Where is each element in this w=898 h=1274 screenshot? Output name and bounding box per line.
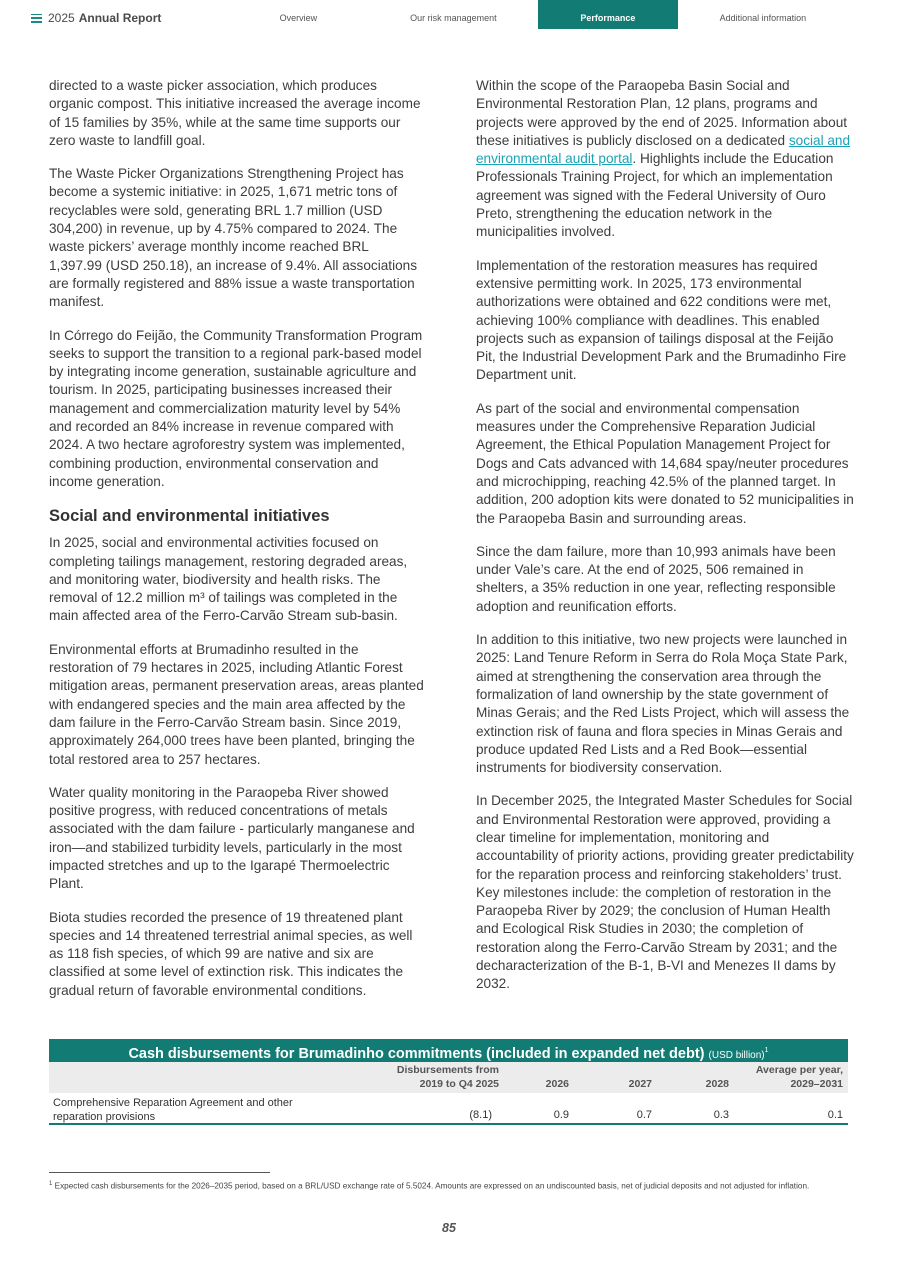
tab-overview[interactable]: Overview <box>279 13 318 23</box>
table-cell: (8.1) <box>469 1109 492 1121</box>
table-unit: (USD billion) <box>708 1049 765 1061</box>
column-header: 2028 <box>705 1078 729 1090</box>
table-title <box>49 1039 848 1062</box>
paragraph: In 2025, social and environmental activities focused on completing tailings management, restoring degraded areas, and monitoring water, biodiversity and health risks. The removal of 12.2 million m³ of tailings was completed in the main affected area of the Ferro-Carvão Stream sub-basin. <box>49 535 408 624</box>
page-number: 85 <box>442 1221 456 1235</box>
report-title: Annual Report <box>78 11 162 25</box>
paragraph-text: . Highlights include the Education Professionals Training Project, for which an implementation agreement was signed with the Federal University of Ouro Preto, strengthening the education network in the municipalities involved. <box>476 151 834 240</box>
column-header-line: 2019 to Q4 2025 <box>419 1078 499 1090</box>
footnote <box>49 1180 848 1191</box>
tab-additional-information[interactable]: Additional information <box>719 13 807 23</box>
column-header <box>729 1063 843 1091</box>
table-row <box>49 1093 848 1125</box>
footnote-text: Expected cash disbursements for the 2026–2035 period, based on a BRL/USD exchange rate of 5.5024. Amounts are expressed on an undiscounted basis, net of judicial deposits and not adjusted for inflation. <box>54 1181 810 1191</box>
paragraph: Since the dam failure, more than 10,993 animals have been under Vale’s care. At the end of 2025, 506 remained in shelters, a 35% reduction in one year, reflecting responsible adoption and reunification efforts. <box>476 543 836 614</box>
menu-icon[interactable] <box>31 14 42 23</box>
column-header: 2026 <box>545 1078 569 1090</box>
report-year: 2025 <box>48 11 75 25</box>
report-brand[interactable] <box>31 11 161 25</box>
paragraph-text: Within the scope of the Paraopeba Basin Social and Environmental Restoration Plan, 12 plans, programs and projects were approved by the end of 2025. Information about these initiatives is publicly disclosed on a dedicated <box>476 78 848 148</box>
column-header <box>356 1063 499 1091</box>
paragraph: Environmental efforts at Brumadinho resulted in the restoration of 79 hectares in 2025, including Atlantic Forest mitigation areas, permanent preservation areas, areas planted with endangered species and the main area affected by the dam failure in the Ferro-Carvão Stream basin. Since 2019, approximately 264,000 trees have been planted, bringing the total restored area to 257 hectares. <box>49 641 424 767</box>
paragraph: The Waste Picker Organizations Strengthening Project has become a systemic initiative: in 2025, 1,671 metric tons of recyclables were sold, generating BRL 1.7 million (USD 304,200) in revenue, up by 4.75% compared to 2024. The waste pickers’ average monthly income reached BRL 1,397.99 (USD 250.18), an increase of 9.4%. All associations are formally registered and 88% issue a waste transportation manifest. <box>49 166 417 310</box>
paragraph: In Córrego do Feijão, the Community Transformation Program seeks to support the transition to a regional park-based model by integrating income generation, sustainable agriculture and tourism. In 2025, participating businesses increased their management and commercialization maturity level by 54% and recorded an 84% increase in revenue compared with 2024. A two hectare agroforestry system was implemented, combining production, environmental conservation and income generation. <box>49 327 423 489</box>
audit-portal-link[interactable]: social and environmental audit portal <box>476 132 851 167</box>
paragraph <box>476 77 854 242</box>
table-title-text: Cash disbursements for Brumadinho commitments (included in expanded net debt) <box>128 1045 705 1062</box>
paragraph: In addition to this initiative, two new projects were launched in 2025: Land Tenure Reform in Serra do Rola Moça State Park, aimed at strengthening the conservation area through the formalization of land ownership by the state government of Minas Gerais; and the Red Lists Project, which will assess the extinction risk of fauna and flora species in Minas Gerais and produce updated Red Lists and a Red Book—essential instruments for biodiversity conservation. <box>476 632 850 776</box>
column-header-line: Average per year, <box>755 1064 843 1076</box>
right-column <box>476 77 854 1009</box>
table-cell: 0.9 <box>553 1109 569 1121</box>
top-navigation <box>0 0 898 30</box>
paragraph: Biota studies recorded the presence of 19 threatened plant species and 14 threatened terrestrial animal species, as well as 118 fish species, of which 99 are native and six are classified at some level of extinction risk. This indicates the gradual return of favorable environmental conditions. <box>49 909 413 998</box>
left-column <box>49 77 425 1015</box>
paragraph: In December 2025, the Integrated Master Schedules for Social and Environmental Restoration were approved, providing a clear timeline for implementation, monitoring and accountability of priority actions, providing greater predictability for the reparation process and reinforcing stakeholders’ trust. Key milestones include: the completion of restoration in the Paraopeba River by 2029; the conclusion of Human Health and Ecological Risk Studies in 2030; the completion of restoration along the Ferro-Carvão Stream by 2031; and the decharacterization of the B-1, B-VI and Menezes II dams by 2032. <box>476 793 854 992</box>
tab-performance[interactable]: Performance <box>538 0 678 29</box>
table-cell: 0.1 <box>827 1109 843 1121</box>
footnote-number: 1 <box>49 1181 53 1187</box>
section-heading: Social and environmental initiatives <box>49 507 330 526</box>
paragraph: Water quality monitoring in the Paraopeba River showed positive progress, with reduced concentrations of metals associated with the dam failure - particularly manganese and iron—and stabilized turbidity levels, particularly in the most impacted stretches and up to the Igarapé Thermoelectric Plant. <box>49 784 415 892</box>
paragraph: directed to a waste picker association, which produces organic compost. This initiative increased the average income of 15 families by 35%, while at the same time supports our zero waste to landfill goal. <box>49 78 421 148</box>
column-header-line: Disbursements from <box>396 1064 499 1076</box>
tab-risk-management[interactable]: Our risk management <box>410 13 497 23</box>
column-header: 2027 <box>628 1078 652 1090</box>
footnote-divider <box>49 1172 270 1173</box>
table-cell: 0.3 <box>713 1109 729 1121</box>
disbursements-table <box>49 1039 848 1125</box>
table-header-row <box>49 1062 848 1093</box>
paragraph: As part of the social and environmental compensation measures under the Comprehensive Reparation Judicial Agreement, the Ethical Population Management Project for Dogs and Cats advanced with 14,684 spay/neuter procedures and microchipping, reaching 42.5% of the planned target. In addition, 200 adoption kits were donated to 52 municipalities in the Paraopeba Basin and surrounding areas. <box>476 400 854 526</box>
footnote-marker: 1 <box>764 1047 769 1054</box>
paragraph: Implementation of the restoration measures has required extensive permitting work. In 2025, 173 environmental authorizations were obtained and 622 conditions were met, achieving 100% compliance with deadlines. This enabled projects such as expansion of tailings disposal at the Feijão Pit, the Industrial Development Park and the Brumadinho Fire Department unit. <box>476 257 847 383</box>
section-tabs <box>228 0 848 30</box>
column-header-line: 2029–2031 <box>790 1078 843 1090</box>
table-cell: 0.7 <box>636 1109 652 1121</box>
row-label: Comprehensive Reparation Agreement and other reparation provisions <box>53 1097 293 1123</box>
